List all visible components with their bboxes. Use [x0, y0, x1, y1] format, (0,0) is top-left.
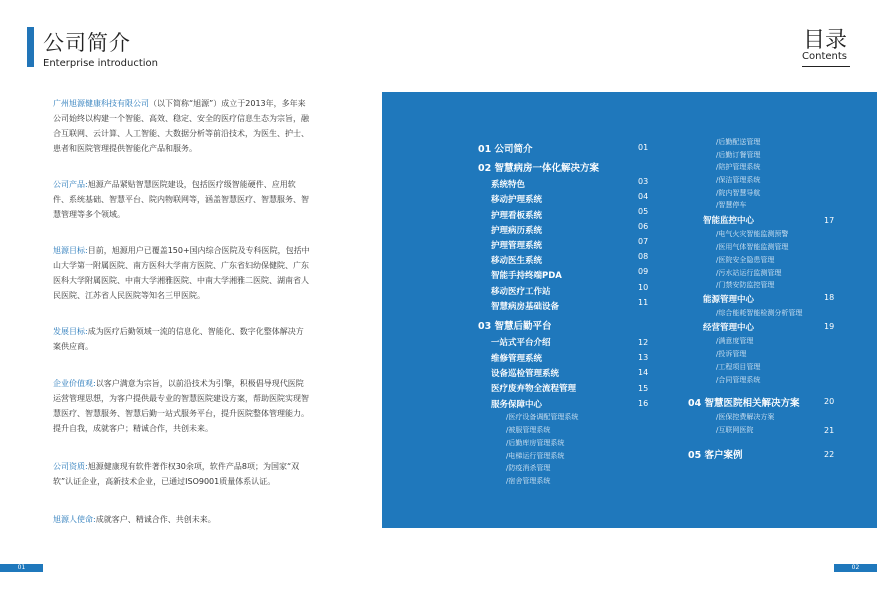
- toc-page: 16: [638, 399, 649, 408]
- intro-paragraph-values: [53, 376, 345, 436]
- toc-page: 13: [638, 353, 649, 362]
- toc-page: 15: [638, 384, 649, 393]
- intro-line: 旭源产品紧贴智慧医院建设，包括医疗级智能硬件、应用软: [87, 180, 296, 189]
- intro-paragraph-goal: [53, 243, 345, 303]
- toc-section-04[interactable]: 04 智慧医院相关解决方案: [688, 398, 800, 409]
- intro-line: 成就客户、精诚合作、共创未来。: [95, 515, 216, 524]
- products-label: 公司产品:: [53, 180, 88, 189]
- toc-subitem[interactable]: /智慧停车: [716, 201, 747, 209]
- toc-item[interactable]: 护理看板系统: [491, 211, 543, 221]
- toc-section-05[interactable]: 05 客户案例: [688, 450, 743, 461]
- toc-item[interactable]: 智能手持终端PDA: [491, 271, 562, 281]
- intro-paragraph-development: [53, 324, 345, 354]
- intro-paragraph-products: [53, 177, 345, 222]
- intro-line: 运营管理思想，为客户提供最专业的智慧医院建设方案，帮助医院实现智: [53, 394, 309, 403]
- toc-subitem[interactable]: /陪护管理系统: [716, 163, 761, 171]
- toc-page: 19: [824, 322, 835, 331]
- toc-subitem[interactable]: /污水站运行监测管理: [716, 269, 782, 277]
- intro-line: 合互联网、云计算、人工智能、大数据分析等前沿技术，为医生、护士、: [53, 129, 309, 138]
- goal-label: 旭源目标:: [53, 246, 88, 255]
- intro-paragraph-company: [53, 96, 345, 156]
- toc-item[interactable]: 护理病历系统: [491, 226, 543, 236]
- intro-line: 慧管理等多个领域。: [53, 210, 125, 219]
- toc-item[interactable]: 移动医疗工作站: [491, 287, 551, 297]
- intro-line: 民医院、江苏省人民医院等知名三甲医院。: [53, 291, 205, 300]
- toc-page: 04: [638, 192, 649, 201]
- toc-section-03[interactable]: 03 智慧后勤平台: [478, 321, 552, 332]
- page-number-left: 01: [0, 564, 43, 572]
- toc-subitem[interactable]: /互联网医院: [716, 426, 754, 434]
- toc-item[interactable]: 智慧病房基础设备: [491, 302, 560, 312]
- toc-page: 17: [824, 216, 835, 225]
- toc-page: 12: [638, 338, 649, 347]
- toc-heading-energy[interactable]: 能源管理中心: [703, 295, 755, 305]
- toc-item[interactable]: 设备巡检管理系统: [491, 369, 560, 379]
- intro-line: 以客户满意为宗旨，以前沿技术为引擎，积极倡导现代医院: [95, 379, 304, 388]
- toc-item[interactable]: 一站式平台介绍: [491, 338, 551, 348]
- toc-item[interactable]: 移动医生系统: [491, 256, 543, 266]
- toc-page: 21: [824, 426, 835, 435]
- toc-subitem[interactable]: /电梯运行管理系统: [506, 452, 565, 460]
- toc-subitem[interactable]: /宿舍管理系统: [506, 477, 551, 485]
- toc-subitem[interactable]: /电气火灾智能监测预警: [716, 230, 789, 238]
- intro-line: 提升自我，成就客户；精诚合作，共创未来。: [53, 424, 213, 433]
- intro-line: 件、系统基础、智慧平台、院内物联网等，涵盖智慧医疗、智慧服务、智: [53, 195, 309, 204]
- toc-page: 18: [824, 293, 835, 302]
- toc-item[interactable]: 维修管理系统: [491, 354, 543, 364]
- title-accent-bar: [27, 27, 34, 67]
- toc-subitem[interactable]: /保洁管理系统: [716, 176, 761, 184]
- toc-heading-monitoring[interactable]: 智能监控中心: [703, 216, 755, 226]
- toc-subitem[interactable]: /医院安全隐患管理: [716, 256, 775, 264]
- mission-label: 旭源人使命:: [53, 515, 96, 524]
- toc-page: 05: [638, 207, 649, 216]
- toc-section-02[interactable]: 02 智慧病房一体化解决方案: [478, 163, 600, 174]
- intro-line: 公司始终以构建一个智能、高效、稳定、安全的医疗信息生态为宗旨，融: [53, 114, 309, 123]
- contents-subtitle: Contents: [802, 51, 847, 62]
- intro-line: 案供应商。: [53, 342, 93, 351]
- toc-subitem[interactable]: /后勤配送管理: [716, 138, 761, 146]
- toc-page: 11: [638, 298, 649, 307]
- toc-item[interactable]: 护理管理系统: [491, 241, 543, 251]
- toc-subitem[interactable]: /工程项目管理: [716, 363, 761, 371]
- toc-subitem[interactable]: /院内智慧导航: [716, 189, 761, 197]
- toc-page: 07: [638, 237, 649, 246]
- page-subtitle: Enterprise introduction: [43, 58, 159, 69]
- intro-line: 旭源健康现有软件著作权30余项，软件产品8项；为国家“双: [87, 462, 300, 471]
- toc-page: 06: [638, 222, 649, 231]
- intro-paragraph-mission: [53, 512, 345, 527]
- company-name: 广州旭源健康科技有限公司: [53, 99, 149, 108]
- toc-heading-operations[interactable]: 经营管理中心: [703, 323, 755, 333]
- contents-panel: [382, 92, 877, 528]
- intro-line: （以下简称“旭源”）成立于2013年，多年来: [149, 99, 306, 108]
- toc-subitem[interactable]: /后勤库房管理系统: [506, 439, 565, 447]
- intro-line: 山大学第一附属医院、南方医科大学南方医院、广东省妇幼保健院、广东: [53, 261, 309, 270]
- contents-title: 目录: [802, 28, 847, 53]
- toc-subitem[interactable]: /医用气体智能监测管理: [716, 243, 789, 251]
- intro-line: 目前，旭源用户已覆盖150+国内综合医院及专科医院，包括中: [87, 246, 310, 255]
- toc-page: 14: [638, 368, 649, 377]
- intro-paragraph-qualification: [53, 459, 345, 489]
- toc-subitem[interactable]: /防疫消杀管理: [506, 464, 551, 472]
- contents-underline: [802, 66, 850, 67]
- intro-line: 患者和医院管理提供智能化产品和服务。: [53, 144, 197, 153]
- toc-section-01[interactable]: 01 公司简介: [478, 144, 533, 155]
- toc-page: 10: [638, 283, 649, 292]
- intro-line: 成为医疗后勤领域一流的信息化、智能化、数字化整体解决方: [87, 327, 304, 336]
- toc-item[interactable]: 系统特色: [491, 180, 526, 190]
- toc-subitem[interactable]: /后勤订餐管理: [716, 151, 761, 159]
- toc-page-01: 01: [638, 143, 649, 152]
- intro-line: 慧医疗、智慧服务、智慧后勤一站式服务平台，提升医院整体管理能力。: [53, 409, 309, 418]
- toc-page: 03: [638, 177, 649, 186]
- toc-page: 22: [824, 450, 835, 459]
- toc-subitem[interactable]: /满意度管理: [716, 337, 754, 345]
- toc-page: 08: [638, 252, 649, 261]
- qualification-label: 公司资质:: [53, 462, 88, 471]
- toc-item[interactable]: 服务保障中心: [491, 400, 543, 410]
- toc-subitem[interactable]: /合同管理系统: [716, 376, 761, 384]
- development-label: 发展目标:: [53, 327, 88, 336]
- page-number-right: 02: [834, 564, 877, 572]
- toc-subitem[interactable]: /综合能耗智能检测分析管理: [716, 309, 803, 317]
- intro-line: 软”认证企业，高新技术企业，已通过ISO9001质量体系认证。: [53, 477, 276, 486]
- toc-item[interactable]: 移动护理系统: [491, 195, 543, 205]
- toc-page: 20: [824, 397, 835, 406]
- toc-subitem[interactable]: /被服管理系统: [506, 426, 551, 434]
- toc-page: 09: [638, 267, 649, 276]
- page-title: 公司简介: [43, 31, 131, 55]
- intro-line: 医科大学附属医院、中南大学湘雅医院、中南大学湘雅二医院、湖南省人: [53, 276, 309, 285]
- toc-subitem[interactable]: /门禁安防监控管理: [716, 281, 775, 289]
- toc-item[interactable]: 医疗废弃物全流程管理: [491, 384, 577, 394]
- values-label: 企业价值观:: [53, 379, 96, 388]
- toc-subitem[interactable]: /投诉管理: [716, 350, 747, 358]
- toc-subitem[interactable]: /医疗设备调配管理系统: [506, 413, 579, 421]
- toc-subitem[interactable]: /医保控费解决方案: [716, 413, 775, 421]
